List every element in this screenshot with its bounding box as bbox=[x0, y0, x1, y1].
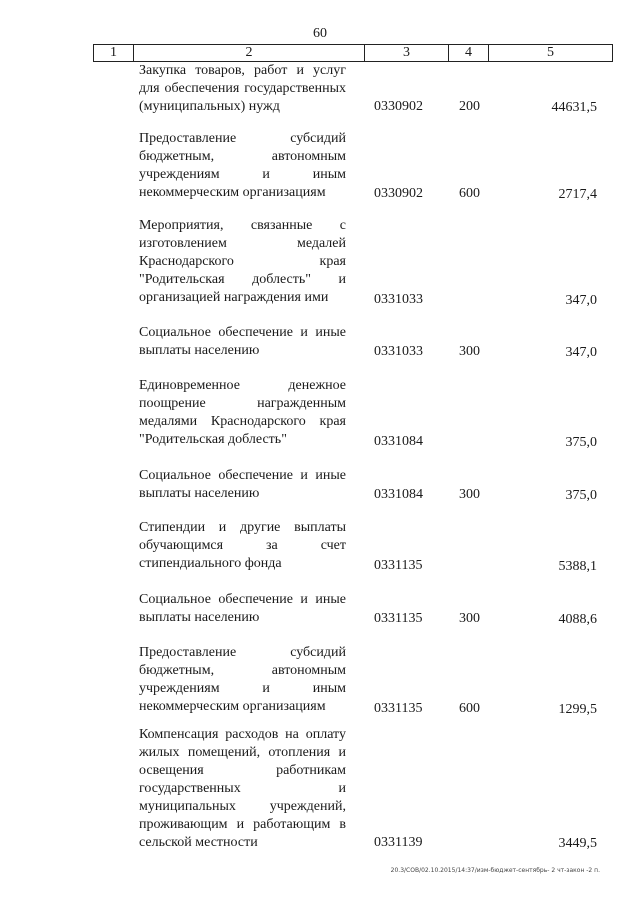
row-type: 300 bbox=[459, 344, 480, 359]
row-amount: 375,0 bbox=[565, 435, 597, 450]
header-col-5: 5 bbox=[547, 45, 554, 60]
row-type: 300 bbox=[459, 487, 480, 502]
row-description: Компенсация расходов на оплату жилых помещений, отопления и освещения работникам государственных и муниципальных учреждений, проживающим и работающим в сельской местности bbox=[139, 727, 346, 850]
header-col-1: 1 bbox=[94, 45, 134, 61]
document-footer: 20.3/СОВ/02.10.2015/14:37/изм-бюджет-сентябрь- 2 чт-закон -2 п. bbox=[390, 867, 600, 874]
row-code: 0331135 bbox=[374, 611, 423, 626]
table-header bbox=[93, 44, 613, 62]
row-code: 0331139 bbox=[374, 835, 423, 850]
row-amount: 5388,1 bbox=[558, 559, 597, 574]
row-code: 0331135 bbox=[374, 701, 423, 716]
row-description: Единовременное денежное поощрение награжденным медалями Краснодарского края "Родительская доблесть" bbox=[139, 378, 346, 447]
row-description: Стипендии и другие выплаты обучающимся за счет стипендиального фонда bbox=[139, 520, 346, 571]
row-code: 0331084 bbox=[374, 487, 423, 502]
row-code: 0330902 bbox=[374, 99, 423, 114]
row-description: Предоставление субсидий бюджетным, автономным учреждениям и иным некоммерческим организациям bbox=[139, 645, 346, 714]
row-type: 600 bbox=[459, 701, 480, 716]
header-col-3: 3 bbox=[365, 45, 449, 61]
row-amount: 3449,5 bbox=[558, 836, 597, 851]
row-amount: 1299,5 bbox=[558, 702, 597, 717]
row-description: Закупка товаров, работ и услуг для обеспечения государственных (муниципальных) нужд bbox=[139, 63, 346, 114]
row-amount: 347,0 bbox=[565, 293, 597, 308]
row-description: Социальное обеспечение и иные выплаты населению bbox=[139, 325, 346, 358]
row-code: 0331033 bbox=[374, 292, 423, 307]
row-description: Предоставление субсидий бюджетным, автономным учреждениям и иным некоммерческим организациям bbox=[139, 131, 346, 200]
row-amount: 4088,6 bbox=[558, 612, 597, 627]
row-type: 200 bbox=[459, 99, 480, 114]
row-description: Мероприятия, связанные с изготовлением медалей Краснодарского края "Родительская доблесть" и организацией награждения ими bbox=[139, 218, 346, 305]
row-code: 0331135 bbox=[374, 558, 423, 573]
row-amount: 44631,5 bbox=[551, 100, 597, 115]
row-amount: 347,0 bbox=[565, 345, 597, 360]
row-description: Социальное обеспечение и иные выплаты населению bbox=[139, 468, 346, 501]
page-number: 60 bbox=[313, 26, 327, 41]
row-amount: 375,0 bbox=[565, 488, 597, 503]
header-col-4: 4 bbox=[449, 45, 489, 61]
header-col-2: 2 bbox=[134, 45, 365, 61]
row-description: Социальное обеспечение и иные выплаты населению bbox=[139, 592, 346, 625]
row-code: 0331033 bbox=[374, 344, 423, 359]
row-type: 600 bbox=[459, 186, 480, 201]
row-type: 300 bbox=[459, 611, 480, 626]
row-code: 0331084 bbox=[374, 434, 423, 449]
row-code: 0330902 bbox=[374, 186, 423, 201]
row-amount: 2717,4 bbox=[558, 187, 597, 202]
